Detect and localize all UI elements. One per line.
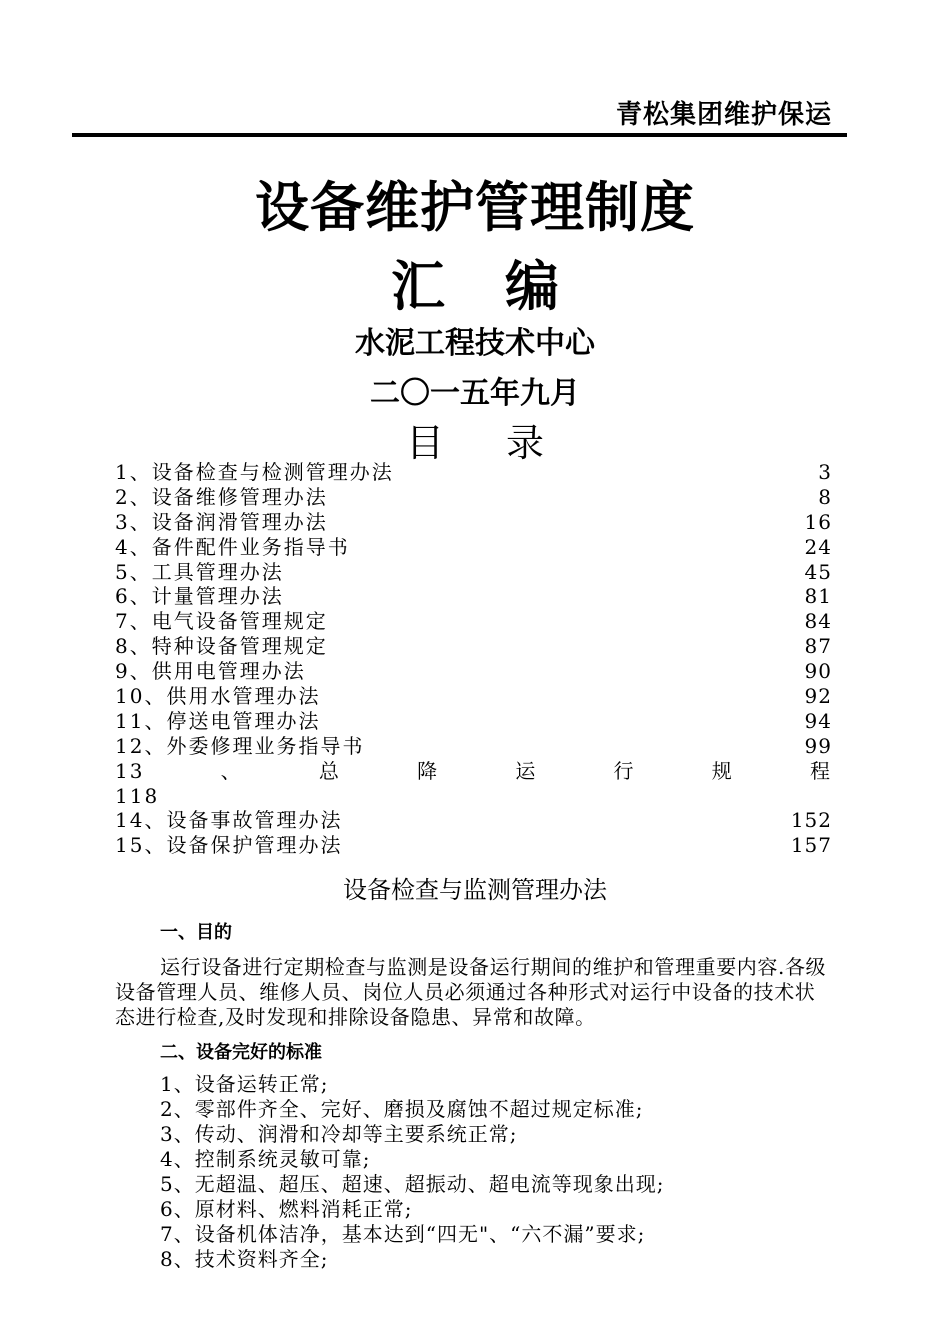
toc-item-title: 3、设备润滑管理办法: [115, 509, 328, 534]
toc-heading-char-2: 录: [506, 421, 545, 465]
toc-item-title: 9、供用电管理办法: [115, 659, 306, 684]
toc-item[interactable]: [115, 808, 832, 833]
toc-item-title: 11、停送电管理办法: [115, 708, 321, 733]
toc-item[interactable]: [115, 535, 832, 560]
toc-item-title: 12、外委修理业务指导书: [115, 733, 365, 758]
list-item: 6、原材料、燃料消耗正常;: [160, 1197, 413, 1221]
toc-item-title: 2、设备维修管理办法: [115, 484, 328, 509]
toc-item-title: [115, 759, 832, 784]
toc-item-title-part: 降: [417, 758, 440, 783]
toc-item-page: 3: [818, 460, 832, 484]
toc-item-page: 152: [790, 808, 832, 833]
toc-item-page: 92: [804, 684, 832, 709]
heading-standard: 二、设备完好的标准: [160, 1042, 322, 1063]
toc-item-title-part: 、: [220, 758, 243, 783]
issue-date: 二〇一五年九月: [370, 376, 580, 411]
toc-item-wrapped-page: [115, 784, 832, 809]
purpose-paragraph: 运行设备进行定期检查与监测是设备运行期间的维护和管理重要内容.各级设备管理人员、维修人员、岗位人员必须通过各种形式对运行中设备的技术状态进行检查,及时发现和排除设备隐患、异常和故障。: [115, 955, 827, 1029]
toc-item[interactable]: [115, 634, 832, 659]
toc-item-title: 7、电气设备管理规定: [115, 609, 328, 634]
subtitle-char-1: 汇: [391, 255, 445, 318]
subtitle-char-2: 编: [505, 255, 559, 318]
toc-item-page: 16: [804, 509, 832, 534]
toc-item-title-part: 13: [115, 758, 145, 783]
toc-item-title: 10、供用水管理办法: [115, 684, 321, 709]
toc-item-page: 157: [790, 833, 832, 858]
header-divider: [72, 133, 847, 137]
list-item: 8、技术资料齐全;: [160, 1247, 329, 1271]
toc-item[interactable]: [115, 659, 832, 684]
section-title: 设备检查与监测管理办法: [343, 876, 607, 904]
toc-item[interactable]: [115, 560, 832, 585]
list-item: 3、传动、润滑和冷却等主要系统正常;: [160, 1122, 518, 1146]
toc-item[interactable]: [115, 833, 832, 858]
toc-item-title-part: 总: [318, 758, 341, 783]
toc-item-title: 14、设备事故管理办法: [115, 808, 343, 833]
toc-item-page: 24: [804, 534, 832, 559]
toc-item-title: 6、计量管理办法: [115, 584, 284, 609]
toc-item-page: 81: [804, 584, 832, 609]
toc-item-page: 45: [804, 559, 832, 584]
toc-item[interactable]: [115, 584, 832, 609]
toc-item-page: 8: [818, 484, 832, 509]
toc-item[interactable]: [115, 734, 832, 759]
list-item: 4、控制系统灵敏可靠;: [160, 1147, 371, 1171]
toc-heading-char-1: 目: [405, 421, 444, 465]
toc-heading: [0, 412, 950, 467]
toc-item[interactable]: [115, 485, 832, 510]
toc-item-page: 94: [804, 708, 832, 733]
list-item: 1、设备运转正常;: [160, 1072, 329, 1096]
toc-item-title-part: 行: [613, 758, 636, 783]
standards-list: [160, 1072, 664, 1272]
toc-item-title: 4、备件配件业务指导书: [115, 534, 350, 559]
toc-item[interactable]: [115, 609, 832, 634]
toc-item-page: 84: [804, 609, 832, 634]
list-item: 5、无超温、超压、超速、超振动、超电流等现象出现;: [160, 1172, 665, 1196]
list-item: 2、零部件齐全、完好、磨损及腐蚀不超过规定标准;: [160, 1097, 644, 1121]
toc-item-title-part: 程: [809, 758, 832, 783]
list-item: 7、设备机体洁净，基本达到“四无"、“六不漏”要求;: [160, 1222, 646, 1246]
toc-item-title-part: 运: [515, 758, 538, 783]
toc-item[interactable]: [115, 709, 832, 734]
toc-item-title: 1、设备检查与检测管理办法: [115, 460, 394, 484]
heading-purpose: 一、目的: [160, 922, 232, 943]
toc-item[interactable]: [115, 460, 832, 485]
toc-item-title: 8、特种设备管理规定: [115, 634, 328, 659]
toc-item-page: 90: [804, 659, 832, 684]
toc-item[interactable]: [115, 684, 832, 709]
toc-item-page: 87: [804, 634, 832, 659]
table-of-contents: [115, 460, 832, 858]
toc-item-title: 15、设备保护管理办法: [115, 833, 343, 858]
toc-item-title-part: 规: [711, 758, 734, 783]
header-organization: 青松集团维护保运: [615, 100, 832, 130]
toc-item-page: 99: [804, 733, 832, 758]
issuing-organization: 水泥工程技术中心: [355, 326, 595, 361]
document-subtitle: [0, 244, 950, 321]
toc-item[interactable]: [115, 510, 832, 535]
document-title: 设备维护管理制度: [255, 176, 695, 239]
toc-item-justified[interactable]: [115, 759, 832, 784]
toc-item-page: 118: [115, 783, 160, 808]
toc-item-title: 5、工具管理办法: [115, 559, 284, 584]
